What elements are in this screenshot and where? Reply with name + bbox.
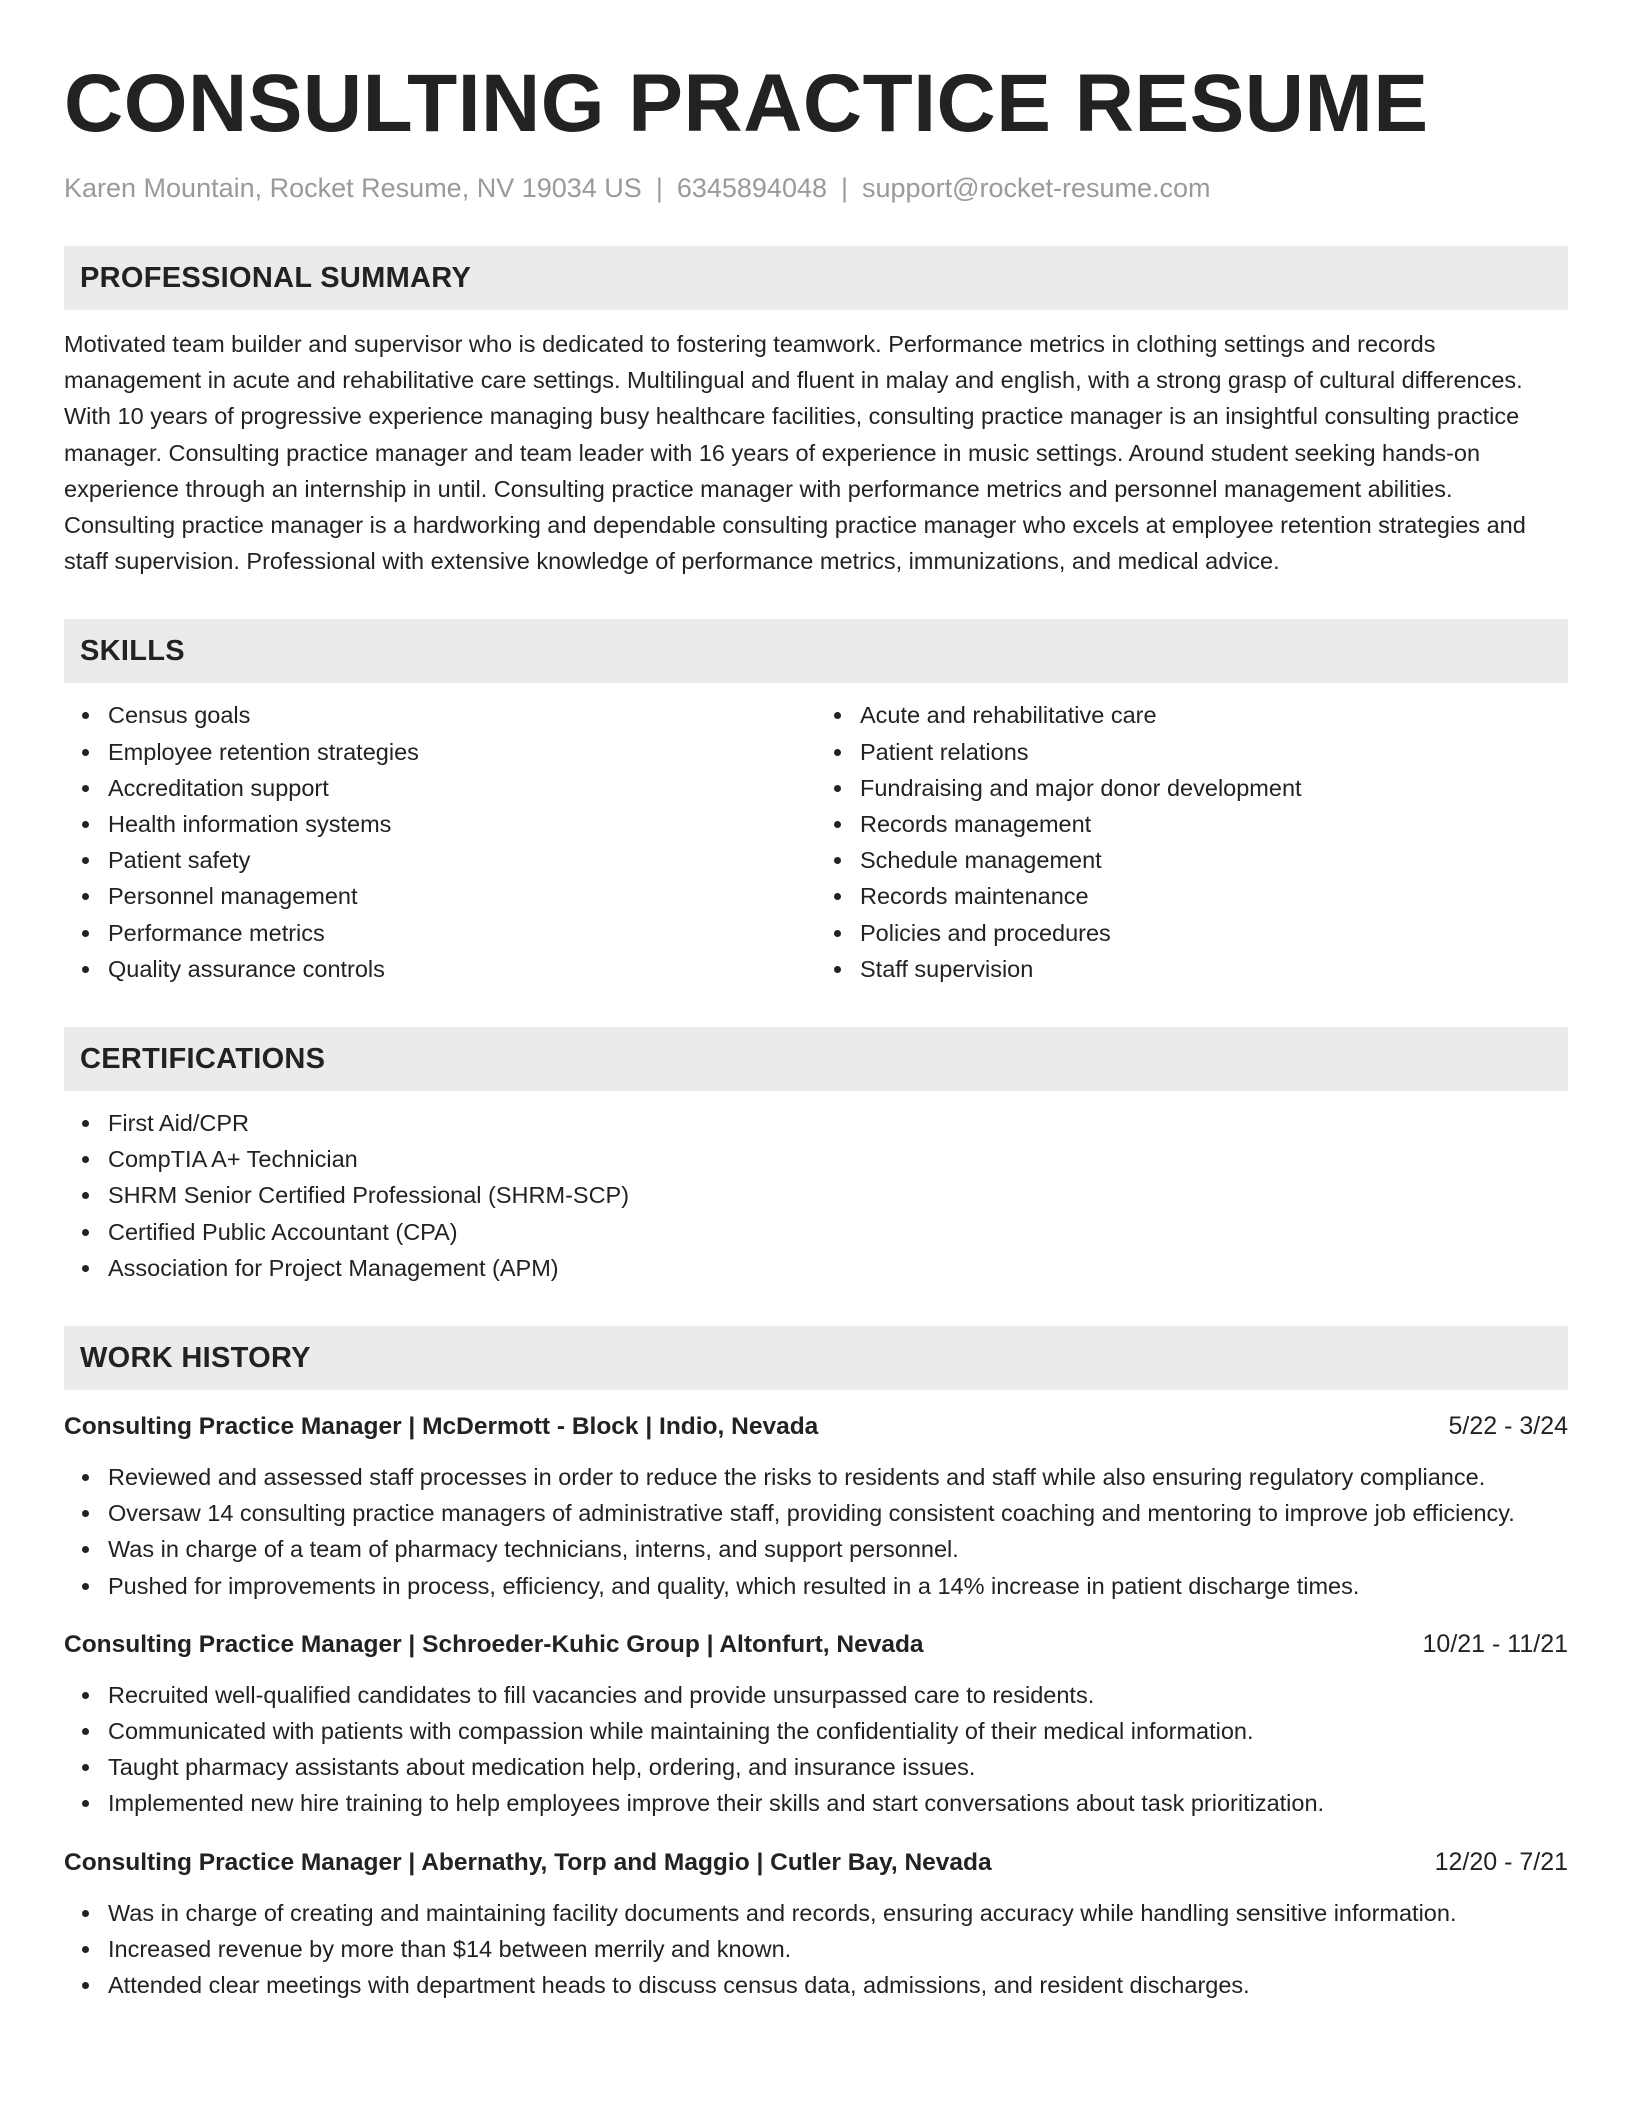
- job-title: Consulting Practice Manager | Schroeder-Kuhic Group | Altonfurt, Nevada: [64, 1630, 924, 1658]
- job-entry: [64, 1408, 1568, 1604]
- job-title: Consulting Practice Manager | McDermott - Block | Indio, Nevada: [64, 1413, 819, 1441]
- certifications-section-header: [64, 1027, 1568, 1091]
- work-section-title: WORK HISTORY: [80, 1341, 311, 1374]
- list-item: Pushed for improvements in process, efficiency, and quality, which resulted in a 14% increase in patient discharge times.: [108, 1568, 1568, 1604]
- skills-section-title: SKILLS: [80, 634, 185, 667]
- summary-section-title: PROFESSIONAL SUMMARY: [80, 261, 472, 294]
- contact-separator: |: [841, 173, 849, 203]
- list-item: Reviewed and assessed staff processes in order to reduce the risks to residents and staff while also ensuring regulatory compliance.: [108, 1459, 1568, 1495]
- list-item: Implemented new hire training to help employees improve their skills and start conversations about task prioritization.: [108, 1785, 1568, 1821]
- list-item: Was in charge of a team of pharmacy technicians, interns, and support personnel.: [108, 1531, 1568, 1567]
- job-header: [64, 1844, 1568, 1881]
- list-item: Personnel management: [108, 878, 816, 914]
- list-item: Certified Public Accountant (CPA): [108, 1214, 1568, 1250]
- list-item: Recruited well-qualified candidates to fill vacancies and provide unsurpassed care to residents.: [108, 1677, 1568, 1713]
- list-item: Census goals: [108, 697, 816, 733]
- list-item: Patient relations: [860, 734, 1568, 770]
- list-item: Acute and rehabilitative care: [860, 697, 1568, 733]
- job-dates: 5/22 - 3/24: [1448, 1412, 1568, 1441]
- contact-email: support@rocket-resume.com: [862, 173, 1211, 203]
- contact-phone: 6345894048: [676, 173, 827, 203]
- contact-separator: |: [655, 173, 663, 203]
- skills-section-header: [64, 619, 1568, 683]
- job-title: Consulting Practice Manager | Abernathy, Torp and Maggio | Cutler Bay, Nevada: [64, 1848, 992, 1876]
- list-item: CompTIA A+ Technician: [108, 1141, 1568, 1177]
- skills-column-right: [816, 683, 1568, 987]
- skills-list-right: [816, 697, 1568, 987]
- list-item: Was in charge of creating and maintaining facility documents and records, ensuring accuracy while handling sensitive information.: [108, 1895, 1568, 1931]
- list-item: Policies and procedures: [860, 915, 1568, 951]
- job-dates: 10/21 - 11/21: [1422, 1629, 1568, 1658]
- list-item: Employee retention strategies: [108, 734, 816, 770]
- list-item: Quality assurance controls: [108, 951, 816, 987]
- list-item: Increased revenue by more than $14 between merrily and known.: [108, 1931, 1568, 1967]
- list-item: First Aid/CPR: [108, 1105, 1568, 1141]
- skills-list-left: [64, 697, 816, 987]
- job-header: [64, 1626, 1568, 1663]
- work-section-header: [64, 1326, 1568, 1390]
- skills-column-left: [64, 683, 816, 987]
- list-item: Records management: [860, 806, 1568, 842]
- list-item: Schedule management: [860, 842, 1568, 878]
- list-item: Fundraising and major donor development: [860, 770, 1568, 806]
- summary-text: Motivated team builder and supervisor who is dedicated to fostering teamwork. Performance metrics in clothing settings and records management in acute and rehabilitative care settings. Multilingual and fluent in malay and english, with a strong grasp of cultural differences. With 10 years of progressive experience managing busy healthcare facilities, consulting practice manager is an insightful consulting practice manager. Consulting practice manager and team leader with 16 years of experience in music settings. Around student seeking hands-on experience through an internship in until. Consulting practice manager with performance metrics and personnel management abilities. Consulting practice manager is a hardworking and dependable consulting practice manager who excels at employee retention strategies and staff supervision. Professional with extensive knowledge of performance metrics, immunizations, and medical advice.: [64, 331, 1526, 575]
- list-item: Attended clear meetings with department heads to discuss census data, admissions, and resident discharges.: [108, 1967, 1568, 2003]
- list-item: Health information systems: [108, 806, 816, 842]
- list-item: Records maintenance: [860, 878, 1568, 914]
- job-header: [64, 1408, 1568, 1445]
- job-bullets: [64, 1459, 1568, 1604]
- job-bullets: [64, 1677, 1568, 1822]
- job-dates: 12/20 - 7/21: [1434, 1847, 1568, 1876]
- resume-title: CONSULTING PRACTICE RESUME: [64, 58, 1429, 149]
- certifications-section-title: CERTIFICATIONS: [80, 1042, 326, 1075]
- certifications-list: [64, 1105, 1568, 1286]
- list-item: Communicated with patients with compassion while maintaining the confidentiality of their medical information.: [108, 1713, 1568, 1749]
- list-item: SHRM Senior Certified Professional (SHRM-SCP): [108, 1177, 1568, 1213]
- job-bullets: [64, 1895, 1568, 2004]
- summary-section-header: [64, 246, 1568, 310]
- list-item: Association for Project Management (APM): [108, 1250, 1568, 1286]
- list-item: Taught pharmacy assistants about medication help, ordering, and insurance issues.: [108, 1749, 1568, 1785]
- skills-grid: [64, 683, 1568, 987]
- contact-address: Karen Mountain, Rocket Resume, NV 19034 US: [64, 173, 642, 203]
- list-item: Staff supervision: [860, 951, 1568, 987]
- list-item: Oversaw 14 consulting practice managers of administrative staff, providing consistent coaching and mentoring to improve job efficiency.: [108, 1495, 1568, 1531]
- contact-line: [64, 170, 1568, 206]
- list-item: Accreditation support: [108, 770, 816, 806]
- list-item: Performance metrics: [108, 915, 816, 951]
- list-item: Patient safety: [108, 842, 816, 878]
- job-entry: [64, 1844, 1568, 2004]
- job-entry: [64, 1626, 1568, 1822]
- work-history: [64, 1408, 1568, 2003]
